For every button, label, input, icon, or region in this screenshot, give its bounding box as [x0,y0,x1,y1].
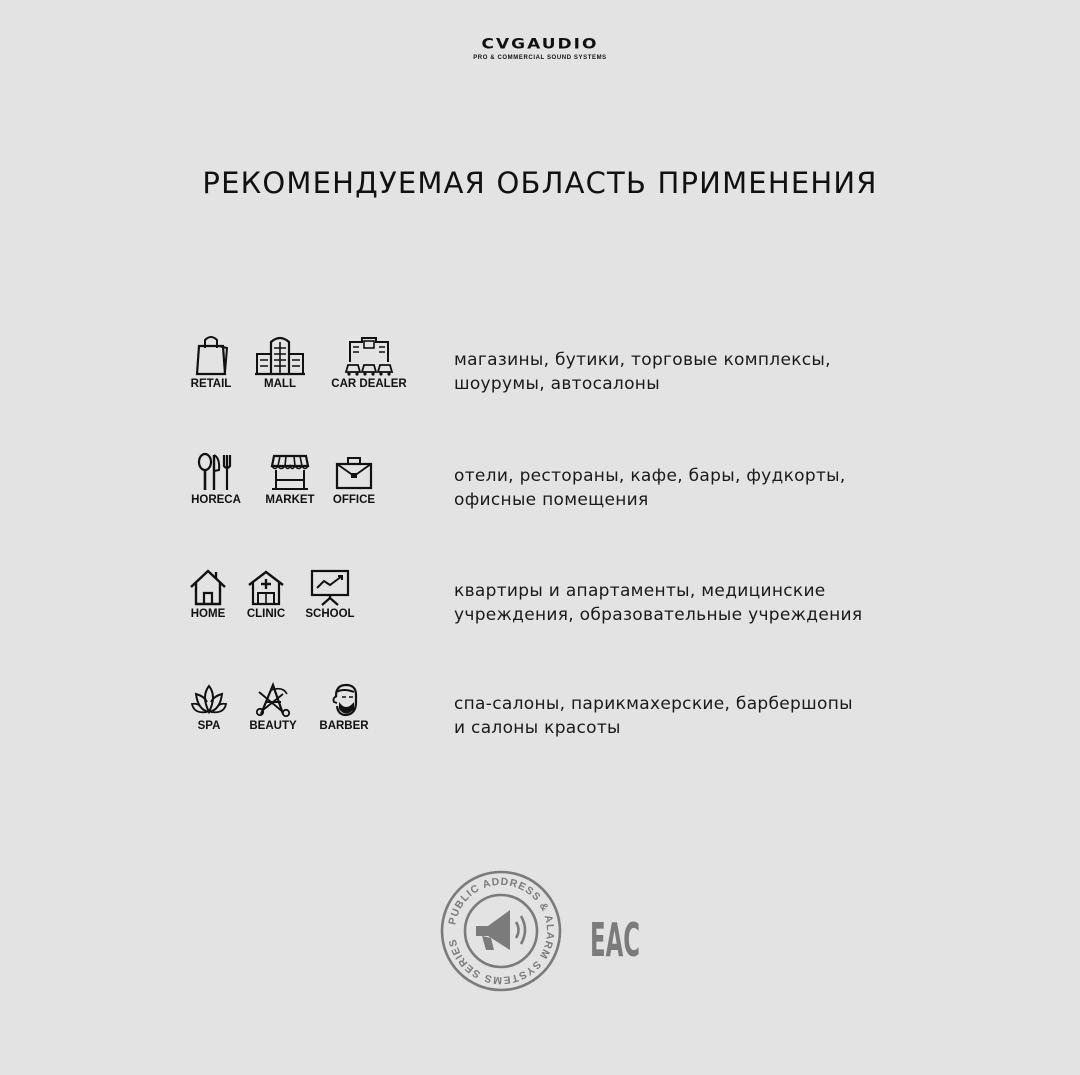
description-line: спа-салоны, парикмахерские, барбершопы [454,694,853,714]
icon-label-clinic: CLINIC [246,608,286,620]
icon-label-car-dealer: CAR DEALER [331,378,407,390]
application-row-retail [0,334,1080,424]
icon-tile-retail [187,334,235,390]
eac-text: EAC [590,913,640,967]
eac-mark [588,906,642,967]
seal-text: PUBLIC ADDRESS & ALARM SYSTEMS SERIES [446,875,557,987]
icon-tile-spa [189,682,229,732]
application-description [454,692,924,740]
car-dealer-icon [344,334,394,376]
shopping-bag-icon [193,334,229,376]
description-line: учреждения, образовательные учреждения [454,605,863,625]
briefcase-icon [334,452,374,492]
icon-tile-clinic [244,568,288,620]
application-description [454,348,924,396]
presentation-board-icon [309,568,351,606]
icon-tile-home [188,568,228,620]
barber-head-icon [326,682,362,718]
icon-tile-horeca [188,452,244,506]
icon-label-mall: MALL [264,378,296,390]
icon-tile-school [303,568,357,620]
application-row-horeca [0,452,1080,542]
application-row-spa [0,682,1080,772]
icon-tile-barber [316,682,372,732]
icon-label-beauty: BEAUTY [249,720,297,732]
brand-tagline: PRO & COMMERCIAL SOUND SYSTEMS [473,55,607,61]
mall-building-icon [253,334,307,376]
icon-tile-car-dealer [326,334,412,390]
description-line: шоурумы, автосалоны [454,374,660,394]
icon-tile-office [330,452,378,506]
icon-label-retail: RETAIL [190,378,232,390]
icon-label-horeca: HORECA [191,494,241,506]
icon-label-spa: SPA [197,720,221,732]
brand-name: CVGAUDIO [481,36,599,53]
icon-tile-beauty [247,682,299,732]
application-row-home [0,568,1080,658]
page-title: РЕКОМЕНДУЕМАЯ ОБЛАСТЬ ПРИМЕНЕНИЯ [202,166,878,200]
icon-tile-market [262,452,318,506]
icon-label-school: SCHOOL [305,608,355,620]
clinic-icon [247,568,285,606]
icon-label-barber: BARBER [319,720,369,732]
cutlery-icon [196,452,236,492]
description-line: магазины, бутики, торговые комплексы, [454,350,831,370]
icon-label-market: MARKET [265,494,315,506]
megaphone-icon [476,910,525,950]
lotus-icon [190,682,228,718]
application-description [454,579,924,627]
icon-tile-mall [253,334,307,390]
application-description [454,464,924,512]
icon-label-office: OFFICE [332,494,376,506]
description-line: отели, рестораны, кафе, бары, фудкорты, [454,466,846,486]
public-address-seal [440,870,562,992]
description-line: офисные помещения [454,490,649,510]
house-icon [189,568,227,606]
icon-label-home: HOME [190,608,226,620]
description-line: квартиры и апартаменты, медицинские [454,581,826,601]
brand-logo [449,38,631,62]
beauty-scissors-icon [253,682,293,718]
description-line: и салоны красоты [454,718,621,738]
market-stall-icon [270,452,310,492]
